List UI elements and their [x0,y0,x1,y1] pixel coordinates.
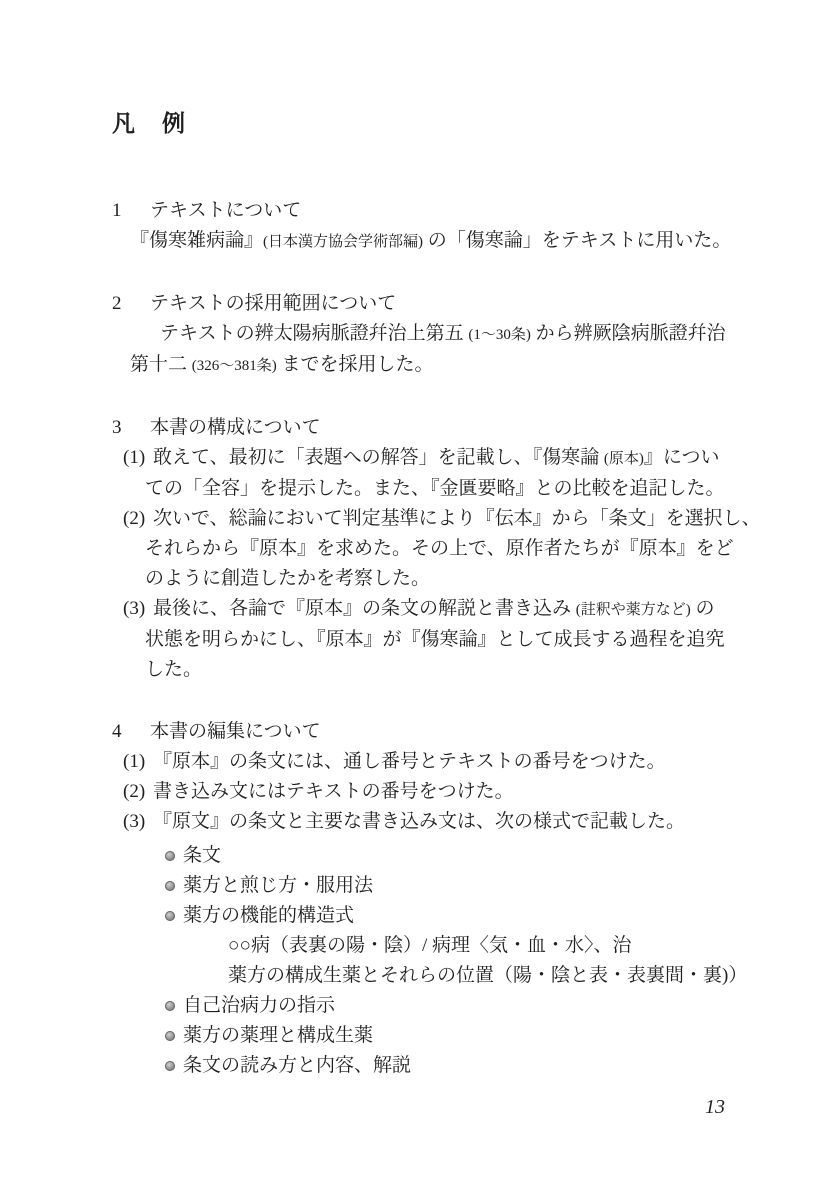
body-line [0,319,830,350]
text-segment: (326～381条) [191,358,277,374]
item-first-line [0,504,830,534]
section-1 [0,196,830,257]
numbered-item-1 [0,443,830,504]
section-4-heading [0,717,830,747]
item-continuation-line [0,534,830,564]
item-continuation-line [0,625,830,655]
text-segment: ての「全容」を提示した。また、『金匱要略』との比較を追記した。 [145,478,725,499]
bullet-icon [165,911,175,921]
text-segment: (註釈や薬方など) [575,602,691,618]
numbered-item-3 [0,807,830,837]
text-segment: までを採用した。 [276,354,434,375]
bullet-item [0,991,830,1021]
text-segment: 書き込み文にはテキストの番号をつけた。 [153,781,514,802]
item-continuation-line [0,655,830,685]
bullet-icon [165,1031,175,1041]
page-number: 13 [705,1096,725,1118]
section-number: 3 [112,417,122,438]
text-segment: (原本) [603,451,644,467]
numbered-item-2 [0,504,830,594]
item-text [153,504,761,534]
item-continuation-line [0,474,830,504]
bullet-label: 自己治病力の指示 [183,995,336,1016]
item-marker: (3) [123,811,146,832]
bullet-icon [165,881,175,891]
bullet-icon [165,1001,175,1011]
numbered-item-2 [0,777,830,807]
text-segment: 『原本』の条文には、通し番号とテキストの番号をつけた。 [153,751,666,772]
text-segment: の「傷寒論」をテキストに用いた。 [423,230,732,251]
text-segment: テキストの辨太陽病脈證幷治上第五 [160,323,469,344]
text-segment: 最後に、各論で『原本』の条文の解説と書き込み [153,598,576,619]
page-heading: 凡 例 [112,110,187,136]
text-segment: 『原文』の条文と主要な書き込み文は、次の様式で記載した。 [153,811,686,832]
item-first-line [0,594,830,625]
bullet-label: 薬方と煎じ方・服用法 [183,875,374,896]
bullet-item [0,1051,830,1081]
item-marker: (2) [123,781,146,802]
body-line [0,226,830,257]
section-title: 本書の編集について [150,721,321,742]
section-number: 2 [112,293,122,314]
section-title: テキストについて [150,200,302,221]
item-marker: (1) [123,447,146,468]
section-3-heading [0,413,830,443]
item-text [153,594,715,625]
section-4 [0,717,830,1081]
text-segment: の [690,598,715,619]
numbered-item-3 [0,594,830,685]
section-title: テキストの採用範囲について [150,293,397,314]
item-marker: (1) [123,751,146,772]
bullet-label: 薬方の機能的構造式 [183,905,355,926]
bullet-item [0,871,830,901]
bullet-subline: ○○病（表裏の陽・陰）/ 病理〈気・血・水〉、治 [228,935,632,956]
bullet-item [0,841,830,871]
bullet-list [0,841,830,1081]
bullet-icon [165,1061,175,1071]
section-title: 本書の構成について [150,417,321,438]
section-1-heading [0,196,830,226]
text-segment: (1～30条) [468,327,531,343]
bullet-label: 条文の読み方と内容、解説 [183,1055,412,1076]
item-continuation-line [0,564,830,594]
bullet-icon [165,851,175,861]
item-text [153,807,685,837]
text-segment: 第十二 [130,354,192,375]
section-2 [0,289,830,381]
text-segment: から辨厥陰病脈證幷治 [530,323,726,344]
item-marker: (2) [123,508,146,529]
bullet-label: 条文 [183,845,222,866]
item-text [153,443,720,474]
bullet-item [0,1021,830,1051]
text-segment: 』につい [643,447,720,468]
text-segment: のように創造したかを考察した。 [145,568,431,589]
text-segment: 敢えて、最初に「表題への解答」を記載し、『傷寒論 [153,447,604,468]
item-first-line [0,443,830,474]
bullet-subline: 薬方の構成生薬とそれらの位置（陽・陰と表・表裏間・裏)） [228,965,748,986]
text-segment: それらから『原本』を求めた。その上で、原作者たちが『原本』をど [145,538,734,559]
text-segment: 状態を明らかにし、『原本』が『傷寒論』として成長する過程を追究 [145,629,725,650]
numbered-item-1 [0,747,830,777]
body-line [0,350,830,381]
bullet-item [0,901,830,931]
section-number: 1 [112,200,122,221]
item-marker: (3) [123,598,146,619]
item-text [153,777,514,807]
section-2-heading [0,289,830,319]
item-text [153,747,666,777]
section-3 [0,413,830,685]
bullet-label: 薬方の薬理と構成生薬 [183,1025,374,1046]
text-segment: 『傷寒雑病論』 [130,230,264,251]
section-number: 4 [112,721,122,742]
text-segment: 次いで、総論において判定基準により『伝本』から「条文」を選択し、 [153,508,761,529]
text-segment: した。 [145,659,203,680]
text-segment: (日本漢方協会学術部編) [263,234,424,250]
